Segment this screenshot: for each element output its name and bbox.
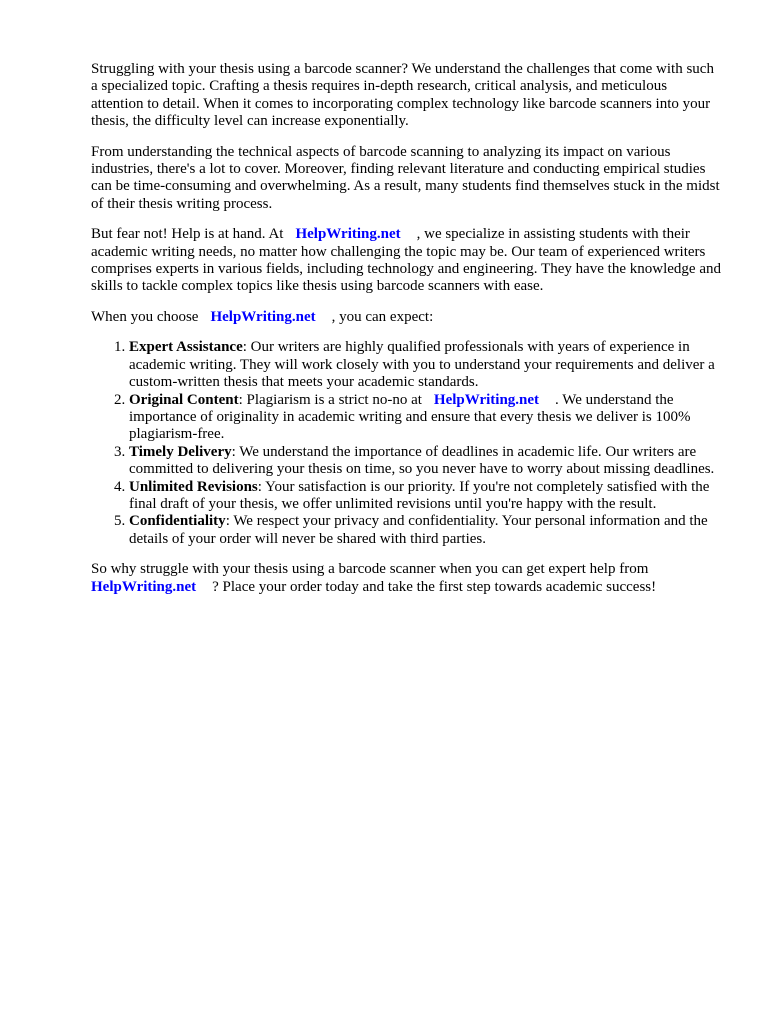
benefit-term: Original Content <box>129 391 239 408</box>
intro-paragraph-1: Struggling with your thesis using a barcode scanner? We understand the challenges that come with such a specialized topic. Crafting a thesis requires in-depth research, critical analysis, and meticulous attention to detail. When it comes to incorporating complex technology like barcode scanners into your thesis, the difficulty level can increase exponentially. <box>91 61 714 130</box>
benefit-text-before: : Plagiarism is a strict no-no at <box>238 391 422 408</box>
benefit-original-content <box>129 392 721 444</box>
intro-paragraph-2: From understanding the technical aspects of barcode scanning to analyzing its impact on various industries, there's a lot to cover. Moreover, finding relevant literature and conducting empirical studies can be time-consuming and overwhelming. As a result, many students find themselves stuck in the midst of their thesis writing process. <box>91 143 720 212</box>
benefit-text: : Our writers are highly qualified professionals with years of experience in academic writing. They will work closely with you to understand your requirements and deliver a custom-written thesis that meets your academic standards. <box>129 339 715 391</box>
benefit-confidentiality <box>129 513 721 548</box>
helpwriting-link[interactable]: HelpWriting.net <box>433 391 540 408</box>
benefit-unlimited-revisions <box>129 479 721 514</box>
document-body <box>91 61 721 609</box>
benefit-term: Confidentiality <box>129 513 226 530</box>
closing-text-after: ? Place your order today and take the first step towards academic success! <box>212 578 657 595</box>
help-text-after: , we specialize in assisting students with their academic writing needs, no matter how challenging the topic may be. Our team of experienced writers comprises experts in various fields, including technology and engineering. They have the knowledge and skills to tackle complex topics like thesis using barcode scanners with ease. <box>91 226 721 295</box>
help-paragraph <box>91 226 721 296</box>
benefit-expert-assistance <box>129 339 721 391</box>
benefit-term: Expert Assistance <box>129 339 243 356</box>
expect-text-after: , you can expect: <box>331 308 434 325</box>
benefit-term: Timely Delivery <box>129 443 232 460</box>
benefit-text: : We understand the importance of deadlines in academic life. Our writers are committed to delivering your thesis on time, so you never have to worry about missing deadlines. <box>129 443 715 478</box>
benefit-timely-delivery <box>129 444 721 479</box>
benefit-text-after: . We understand the importance of originality in academic writing and ensure that every thesis we deliver is 100% plagiarism-free. <box>129 391 691 443</box>
helpwriting-link[interactable]: HelpWriting.net <box>91 578 197 595</box>
benefit-term: Unlimited Revisions <box>129 478 258 495</box>
expect-text-before: When you choose <box>91 308 199 325</box>
expect-paragraph <box>91 309 721 326</box>
helpwriting-link[interactable]: HelpWriting.net <box>210 308 316 325</box>
benefit-text: : We respect your privacy and confidentiality. Your personal information and the details of your order will never be shared with third parties. <box>129 513 708 547</box>
closing-paragraph <box>91 561 721 596</box>
closing-text-before: So why struggle with your thesis using a barcode scanner when you can get expert help from <box>91 561 649 578</box>
benefits-list <box>91 339 721 548</box>
helpwriting-link[interactable]: HelpWriting.net <box>295 226 401 243</box>
benefit-text: : Your satisfaction is our priority. If you're not completely satisfied with the final draft of your thesis, we offer unlimited revisions until you're happy with the result. <box>129 478 710 512</box>
help-text-before: But fear not! Help is at hand. At <box>91 226 284 243</box>
